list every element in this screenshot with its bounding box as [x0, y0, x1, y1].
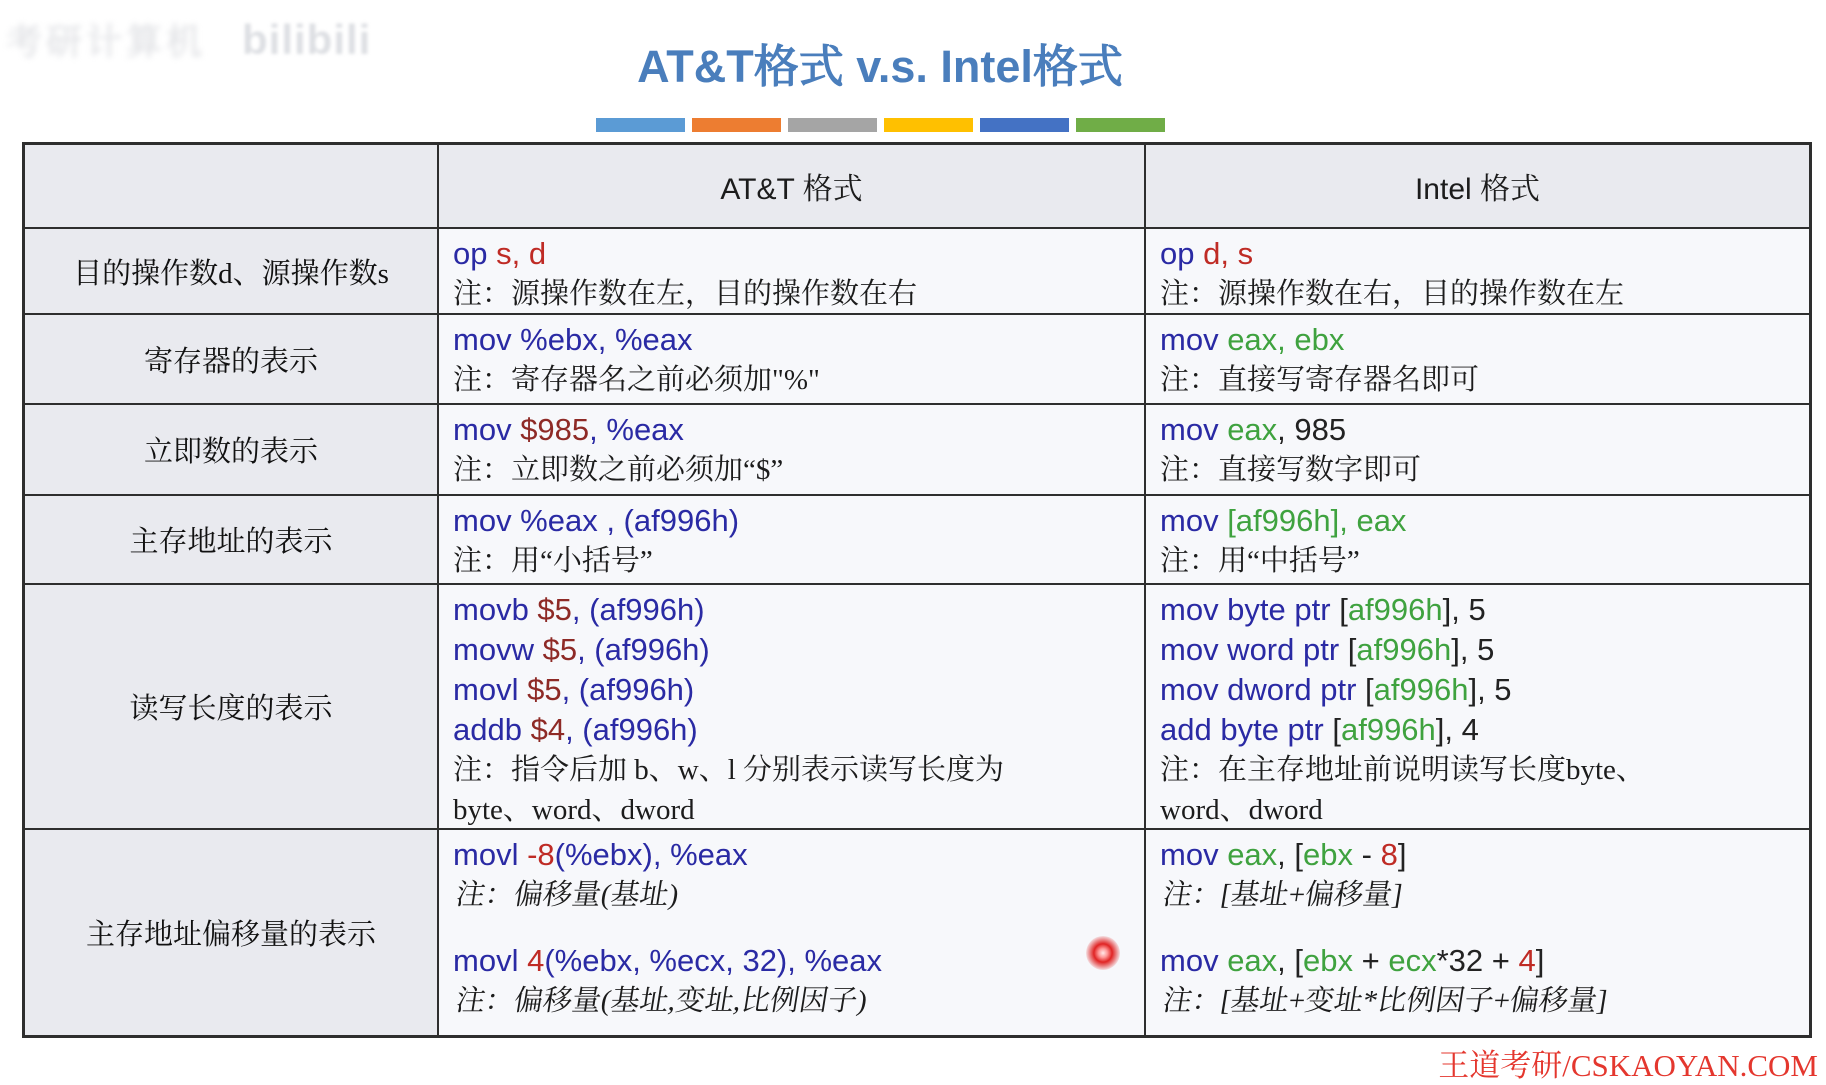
title-underline-bar [884, 118, 973, 132]
code-token: movl [453, 837, 528, 872]
code-token: , (af996h) [561, 672, 695, 707]
code-line [1160, 320, 1805, 360]
code-line [453, 630, 1140, 670]
att-cell [439, 229, 1144, 313]
code-token: ], 5 [1468, 672, 1512, 707]
title-underline-bar [980, 118, 1069, 132]
code-token: eax [1227, 943, 1278, 978]
code-token: (%ebx, %ecx, 32), %eax [544, 943, 883, 978]
title-underline-bar [596, 118, 685, 132]
code-line [453, 320, 1140, 360]
code-token: 4 [527, 943, 545, 978]
code-line [453, 501, 1140, 541]
code-token: ], 4 [1435, 712, 1479, 747]
code-line [1160, 590, 1805, 630]
att-cell [439, 405, 1144, 494]
row-label: 寄存器的表示 [25, 315, 437, 403]
att-cell [439, 496, 1144, 583]
code-token: d, s [1203, 236, 1254, 271]
code-token: ebx [1303, 943, 1353, 978]
code-token: , %eax [589, 412, 684, 447]
code-token: movl [453, 943, 528, 978]
code-token: -8 [527, 837, 555, 872]
page-title: AT&T格式 v.s. Intel格式 [637, 41, 1123, 92]
code-token: , (af996h) [571, 592, 705, 627]
code-token: af996h [1340, 712, 1436, 747]
note-line: 注：立即数之前必须加“$” [453, 454, 784, 486]
code-token: mov %eax , (af996h) [453, 503, 740, 538]
code-token: $985 [520, 412, 590, 447]
note-line: word、dword [1160, 794, 1323, 826]
code-line [1160, 710, 1805, 750]
code-token: s, d [496, 236, 547, 271]
code-token: ], 5 [1442, 592, 1486, 627]
note-line: 注：[基址+变址*比例因子+偏移量] [1160, 985, 1610, 1017]
code-token: af996h [1356, 632, 1452, 667]
code-token: eax [1227, 837, 1278, 872]
code-token: mov [1160, 837, 1228, 872]
code-line [1160, 941, 1805, 981]
intel-cell [1146, 830, 1809, 1035]
code-token: mov word ptr [1160, 632, 1348, 667]
code-token: movl [453, 672, 528, 707]
code-line [453, 410, 1140, 450]
note-line: 注：源操作数在左，目的操作数在右 [453, 278, 918, 310]
intel-cell [1146, 315, 1809, 403]
code-token: ], 5 [1451, 632, 1495, 667]
code-line [1160, 501, 1805, 541]
note-line: 注：[基址+偏移量] [1160, 879, 1405, 911]
code-line [1160, 234, 1805, 274]
code-token: - [1353, 837, 1381, 872]
code-token: [ [1365, 672, 1374, 707]
footer-watermark: 王道考研/CSKAOYAN.COM [1438, 1048, 1818, 1083]
att-cell [439, 315, 1144, 403]
note-line: 注：用“小括号” [453, 545, 653, 577]
bilibili-watermark: bilibili [242, 16, 372, 63]
intel-cell [1146, 229, 1809, 313]
code-token: movb [453, 592, 538, 627]
title-underline-bars [596, 118, 1165, 132]
note-line: byte、word、dword [453, 794, 695, 826]
code-token: ] [1397, 837, 1407, 872]
code-token: $5 [542, 632, 578, 667]
code-token: mov byte ptr [1160, 592, 1340, 627]
note-line: 注：用“中括号” [1160, 545, 1360, 577]
code-token: 4 [1518, 943, 1536, 978]
code-token: $5 [537, 592, 572, 627]
table-header-cell-0 [25, 145, 437, 227]
code-token: , (af996h) [565, 712, 698, 747]
code-token: af996h [1347, 592, 1443, 627]
code-token: add byte ptr [1160, 712, 1333, 747]
code-token: , [ [1277, 837, 1304, 872]
code-line [453, 234, 1140, 274]
code-token: $4 [530, 712, 566, 747]
code-token: movw [453, 632, 543, 667]
row-label: 目的操作数d、源操作数s [25, 229, 437, 313]
code-token: [ [1347, 632, 1357, 667]
code-token: 8 [1380, 837, 1398, 872]
intel-cell [1146, 405, 1809, 494]
code-token: addb [453, 712, 531, 747]
code-token: op [1160, 236, 1204, 271]
code-line [453, 710, 1140, 750]
code-token: ecx [1388, 943, 1437, 978]
code-line [1160, 670, 1805, 710]
code-line [453, 835, 1140, 875]
code-token: mov [453, 412, 521, 447]
code-token: eax [1227, 412, 1278, 447]
code-line [453, 941, 1140, 981]
title-underline-bar [1076, 118, 1165, 132]
row-label: 读写长度的表示 [25, 585, 437, 828]
note-line: 注：在主存地址前说明读写长度byte、 [1160, 754, 1645, 786]
code-token: + [1353, 943, 1389, 978]
code-token: [ [1339, 592, 1348, 627]
att-cell [439, 585, 1144, 828]
comparison-table [22, 142, 1812, 1038]
row-label: 主存地址的表示 [25, 496, 437, 583]
code-token: af996h [1373, 672, 1469, 707]
code-token: mov [1160, 503, 1228, 538]
ghost-watermark: 考研计算机 [6, 21, 207, 62]
table-header-cell-1: AT&T 格式 [439, 145, 1144, 227]
code-token: mov [1160, 322, 1228, 357]
att-cell [439, 830, 1144, 1035]
intel-cell [1146, 496, 1809, 583]
code-line [1160, 410, 1805, 450]
code-token: mov [1160, 943, 1228, 978]
code-token: ebx [1303, 837, 1353, 872]
code-token: (%ebx), %eax [554, 837, 748, 872]
code-line [1160, 835, 1805, 875]
row-label: 立即数的表示 [25, 405, 437, 494]
code-token: ] [1535, 943, 1545, 978]
code-token: , (af996h) [577, 632, 710, 667]
code-token: mov dword ptr [1160, 672, 1366, 707]
code-line [453, 590, 1140, 630]
note-line: 注：偏移量(基址,变址,比例因子) [453, 985, 870, 1017]
code-token: , [ [1277, 943, 1304, 978]
code-token: $5 [527, 672, 562, 707]
title-underline-bar [788, 118, 877, 132]
code-token: [af996h], eax [1227, 503, 1407, 538]
note-line: 注：偏移量(基址) [453, 879, 682, 911]
intel-cell [1146, 585, 1809, 828]
code-token: [ [1332, 712, 1341, 747]
title-underline-bar [692, 118, 781, 132]
code-token: eax, ebx [1227, 322, 1345, 357]
code-line [1160, 630, 1805, 670]
note-line: 注：直接写寄存器名即可 [1160, 364, 1480, 396]
code-token: , 985 [1277, 412, 1347, 447]
blank-line [1160, 915, 1805, 941]
code-token: *32 + [1436, 943, 1519, 978]
note-line: 注：源操作数在右，目的操作数在左 [1160, 278, 1625, 310]
code-token: mov %ebx, %eax [453, 322, 693, 357]
table-header-cell-2: Intel 格式 [1146, 145, 1809, 227]
note-line: 注：直接写数字即可 [1160, 454, 1422, 486]
note-line: 注：寄存器名之前必须加"%" [453, 364, 820, 396]
laser-pointer-dot [1086, 936, 1120, 970]
note-line: 注：指令后加 b、w、l 分别表示读写长度为 [453, 754, 1005, 786]
row-label: 主存地址偏移量的表示 [25, 830, 437, 1035]
code-token: op [453, 236, 497, 271]
code-line [453, 670, 1140, 710]
code-token: mov [1160, 412, 1228, 447]
blank-line [453, 915, 1140, 941]
